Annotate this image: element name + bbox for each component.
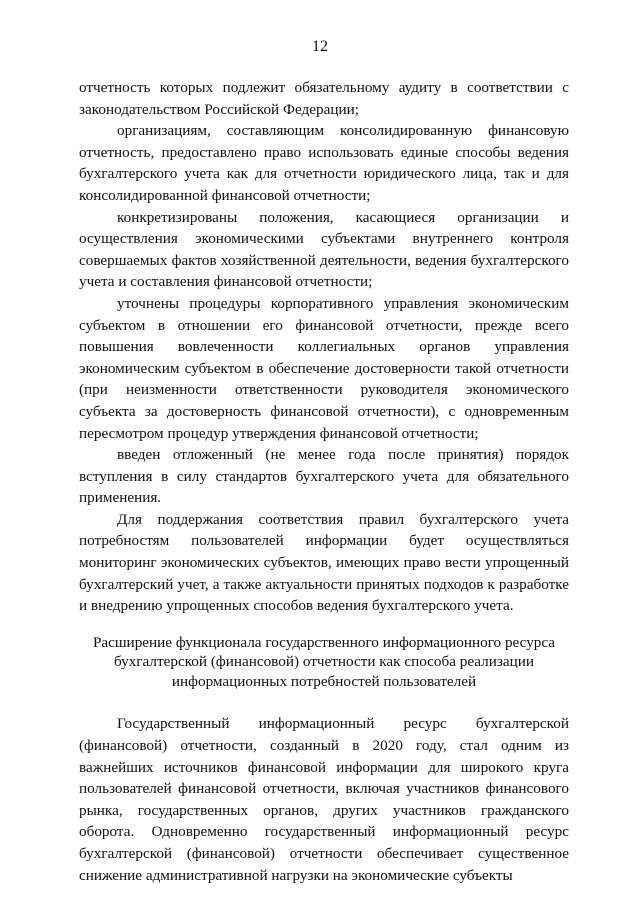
section-heading-line: бухгалтерской (финансовой) отчетности как способа реализации (113, 653, 535, 671)
paragraph: организациям, составляющим консолидированную финансовую отчетность, предоставлено право использовать единые способы ведения бухгалтерского учета как для отчетности юридического лица, так и для консолидированной финансовой отчетности; (79, 122, 569, 204)
paragraph: Государственный информационный ресурс бухгалтерской (финансовой) отчетности, созданный в 2020 году, стал одним из важнейших источников финансовой информации для широкого круга пользователей финансовой отчетности, включая участников финансового рынка, государственных органов, других участников гражданского оборота. Одновременно государственный информационный ресурс бухгалтерской (финансовой) отчетности обеспечивает существенное снижение административной нагрузки на экономические субъекты (79, 715, 569, 884)
section-heading (79, 633, 569, 692)
paragraph: Для поддержания соответствия правил бухгалтерского учета потребностям пользователей информации будет осуществляться мониторинг экономических субъектов, имеющих право вести упрощенный бухгалтерский учет, а также актуальности принятых подходов к разработке и внедрению упрощенных способов ведения бухгалтерского учета. (79, 510, 569, 615)
page-number: 12 (312, 38, 328, 55)
paragraph: конкретизированы положения, касающиеся организации и осуществления экономическими субъектами внутреннего контроля совершаемых фактов хозяйственной деятельности, ведения бухгалтерского учета и составления финансовой отчетности; (79, 208, 569, 291)
section-heading-line: информационных потребностей пользователей (171, 672, 477, 690)
document-body (79, 77, 569, 886)
paragraph: отчетность которых подлежит обязательному аудиту в соответствии с законодательством Российской Федерации; (79, 79, 569, 118)
section-heading-line: Расширение функционала государственного информационного ресурса (92, 633, 556, 651)
paragraph: уточнены процедуры корпоративного управления экономическим субъектом в отношении его финансовой отчетности, прежде всего повышения вовлеченности коллегиальных органов управления экономическим субъектом в обеспечение достоверности такой отчетности (при неизменности ответственности руководителя экономического субъекта за достоверность финансовой отчетности), с одновременным пересмотром процедур утверждения финансовой отчетности; (79, 294, 569, 442)
paragraph: введен отложенный (не менее года после принятия) порядок вступления в силу стандартов бухгалтерского учета для обязательного применения. (79, 446, 569, 507)
